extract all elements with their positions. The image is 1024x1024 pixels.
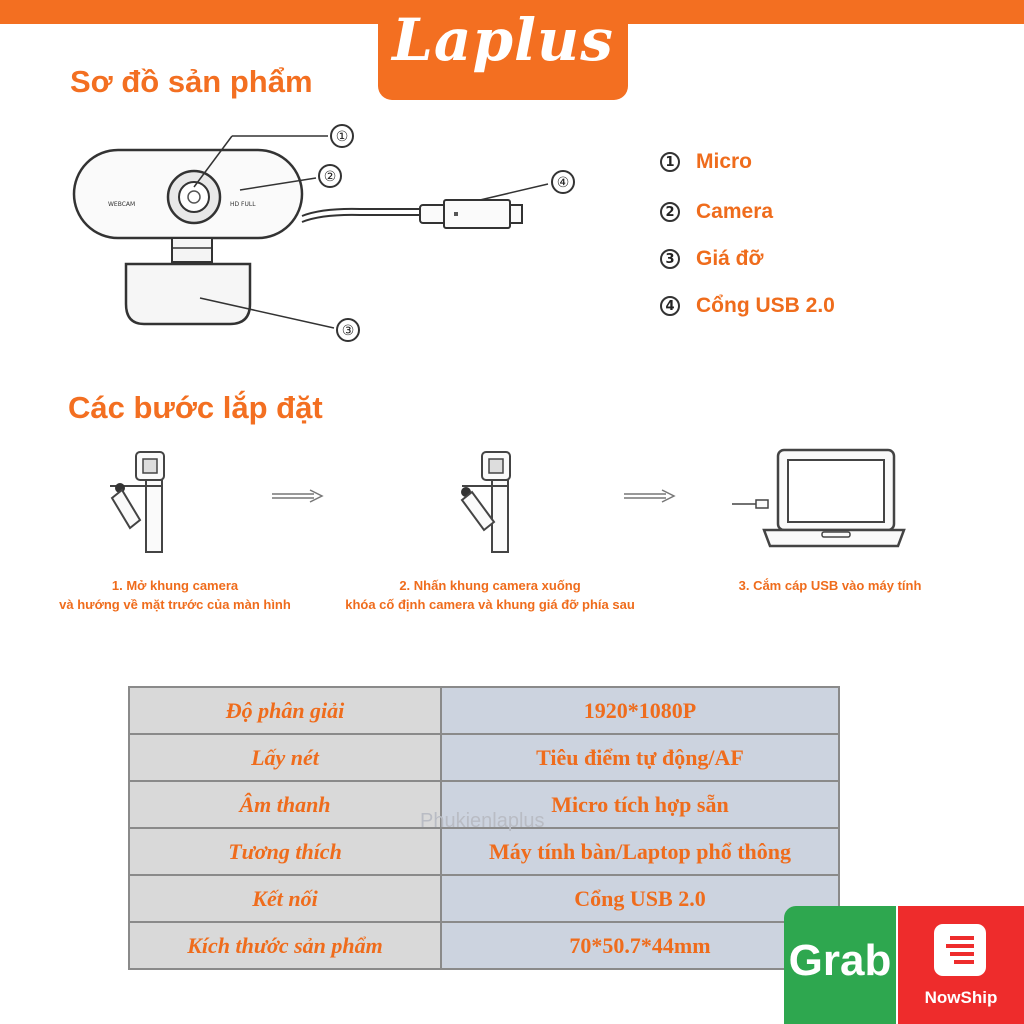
nowship-icon bbox=[934, 924, 986, 976]
nowship-label: NowShip bbox=[924, 988, 998, 1007]
spec-value: Máy tính bàn/Laptop phổ thông bbox=[441, 828, 839, 875]
legend-label: Micro bbox=[696, 150, 753, 173]
legend-label: Giá đỡ bbox=[696, 247, 764, 270]
spec-key: Kích thước sản phẩm bbox=[129, 922, 441, 969]
spec-key: Độ phân giải bbox=[129, 687, 441, 734]
table-row bbox=[129, 734, 839, 781]
legend-item-micro bbox=[660, 150, 752, 174]
spec-key: Âm thanh bbox=[129, 781, 441, 828]
step-3-line-1: 3. Cắm cáp USB vào máy tính bbox=[738, 578, 922, 593]
webcam-right-label: HD FULL bbox=[230, 201, 256, 208]
legend-item-stand bbox=[660, 247, 763, 271]
legend-number: 4 bbox=[660, 296, 680, 316]
step-2-caption bbox=[300, 576, 680, 614]
legend-number: 2 bbox=[660, 202, 680, 222]
legend-number: 1 bbox=[660, 152, 680, 172]
step-2-illustration bbox=[452, 448, 542, 556]
legend-item-usb bbox=[660, 294, 835, 318]
table-row bbox=[129, 828, 839, 875]
nowship-badge bbox=[898, 906, 1024, 1024]
table-row bbox=[129, 922, 839, 969]
spec-value: Cổng USB 2.0 bbox=[441, 875, 839, 922]
callout-1-label: ① bbox=[335, 129, 349, 145]
laptop-icon bbox=[728, 446, 908, 552]
callout-3-label: ③ bbox=[341, 323, 355, 339]
legend-label: Cổng USB 2.0 bbox=[696, 294, 835, 317]
step-2-line-2: khóa cố định camera và khung giá đỡ phía sau bbox=[345, 597, 635, 612]
spec-value: 70*50.7*44mm bbox=[441, 922, 839, 969]
table-row bbox=[129, 687, 839, 734]
watermark: Phukienlaplus bbox=[420, 810, 545, 832]
legend-number: 3 bbox=[660, 249, 680, 269]
spec-value: Micro tích hợp sẵn bbox=[441, 781, 839, 828]
legend-label: Camera bbox=[696, 200, 774, 223]
spec-value: 1920*1080P bbox=[441, 687, 839, 734]
step-1-illustration bbox=[100, 448, 190, 556]
arrow-icon bbox=[270, 488, 326, 504]
step-3-caption bbox=[700, 576, 960, 595]
step-1-line-1: 1. Mở khung camera bbox=[111, 578, 239, 593]
legend-item-camera bbox=[660, 200, 773, 224]
step-1-caption bbox=[10, 576, 340, 614]
spec-key: Kết nối bbox=[129, 875, 441, 922]
brand-logo bbox=[378, 0, 628, 100]
spec-key: Lấy nét bbox=[129, 734, 441, 781]
spec-key: Tương thích bbox=[129, 828, 441, 875]
table-row bbox=[129, 875, 839, 922]
arrow-icon bbox=[622, 488, 678, 504]
grab-badge bbox=[784, 906, 896, 1024]
webcam-stand bbox=[126, 264, 250, 324]
grab-logo-text: Grab bbox=[788, 936, 892, 985]
webcam-diagram bbox=[60, 112, 600, 352]
install-title: Các bước lắp đặt bbox=[68, 390, 323, 425]
callout-2-label: ② bbox=[323, 169, 337, 185]
diagram-title: Sơ đồ sản phẩm bbox=[70, 64, 313, 99]
usb-plug bbox=[444, 200, 510, 228]
step-1-line-2: và hướng về mặt trước của màn hình bbox=[59, 597, 291, 612]
brand-logo-text: Laplus bbox=[392, 6, 614, 74]
webcam-left-label: WEBCAM bbox=[108, 201, 136, 208]
callout-4-label: ④ bbox=[556, 175, 570, 191]
step-2-line-1: 2. Nhấn khung camera xuống bbox=[399, 578, 581, 593]
spec-value: Tiêu điểm tự động/AF bbox=[441, 734, 839, 781]
